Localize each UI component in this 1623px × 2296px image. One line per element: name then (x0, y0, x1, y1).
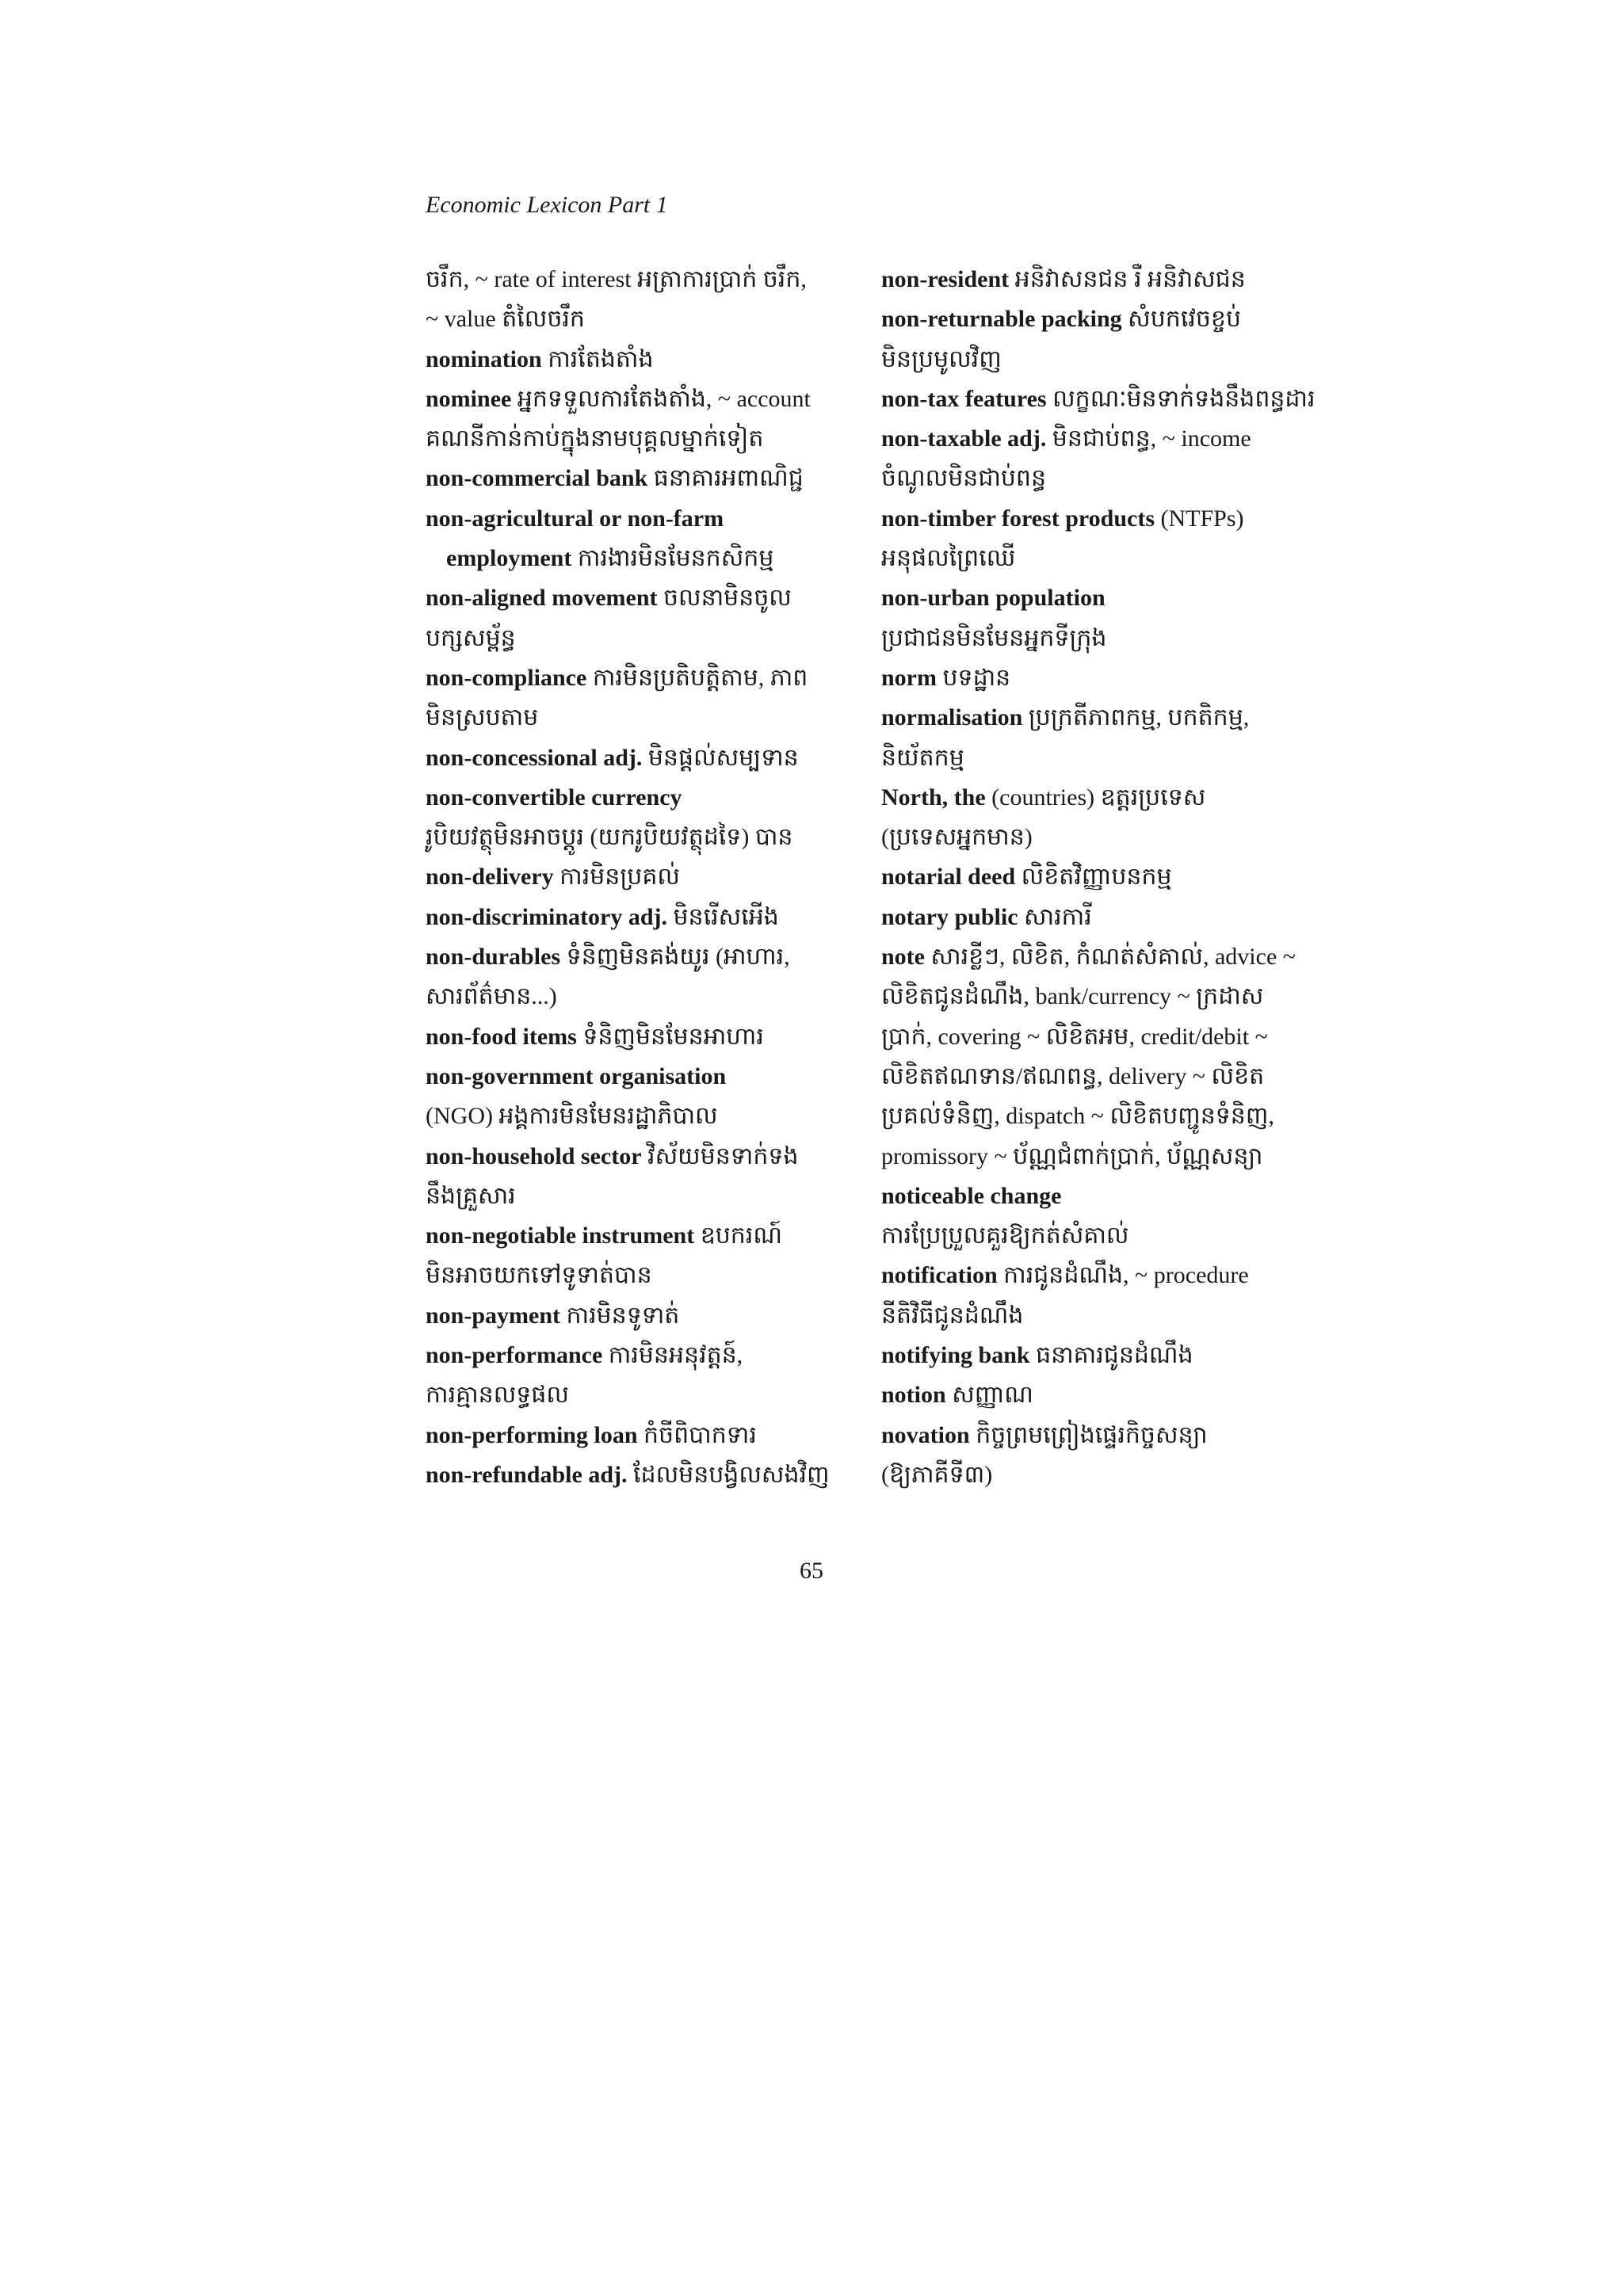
running-title: Economic Lexicon Part 1 (426, 192, 668, 218)
definition-text: (NGO) អង្គការមិនមែនរដ្ឋាភិបាល (426, 1103, 718, 1130)
headword: notary public (881, 903, 1018, 930)
dictionary-line (426, 937, 869, 977)
left-column (426, 260, 869, 1495)
definition-text: ប្រជាជនមិនមែនអ្នកទីក្រុង (881, 624, 1107, 651)
dictionary-line (881, 379, 1325, 419)
definition-text: កំចីពិបាកទារ (637, 1421, 757, 1448)
dictionary-line (426, 857, 869, 897)
dictionary-line (881, 1375, 1325, 1415)
dictionary-line (426, 379, 869, 419)
headword: non-performing loan (426, 1421, 638, 1448)
definition-text: មិនរើសអើង (667, 903, 779, 930)
dictionary-line (881, 1057, 1325, 1097)
dictionary-line (426, 1455, 869, 1495)
dictionary-line (881, 778, 1325, 818)
definition-text: គណនីកាន់កាប់ក្នុងនាមបុគ្គលម្នាក់ទៀត (426, 425, 764, 452)
headword: non-returnable packing (881, 306, 1122, 333)
dictionary-line (426, 499, 869, 539)
definition-text: ~ value តំលៃចរឹក (426, 306, 585, 333)
definition-text: ការមិនប្រតិបត្តិតាម, ភាព (586, 664, 808, 691)
dictionary-line (881, 459, 1325, 498)
dictionary-line (881, 1296, 1325, 1336)
dictionary-line (881, 698, 1325, 738)
definition-text: ការតែងតាំង (541, 345, 654, 372)
headword: nominee (426, 385, 512, 412)
definition-text: (ប្រទេសអ្នកមាន) (881, 824, 1033, 851)
definition-text: សារព័ត៌មាន...) (426, 983, 557, 1010)
headword: notarial deed (881, 864, 1016, 891)
definition-text: មិនស្របតាម (426, 704, 539, 731)
dictionary-line (881, 1416, 1325, 1455)
dictionary-line (881, 977, 1325, 1016)
definition-text: នីតិវិធីជូនដំណឹង (881, 1302, 1024, 1329)
definition-text: ទំនិញមិនមែនអាហារ (576, 1023, 764, 1050)
definition-text: ការងារមិនមែនកសិកម្ម (571, 545, 774, 572)
dictionary-line (881, 340, 1325, 379)
headword: non-payment (426, 1302, 561, 1329)
headword: non-durables (426, 944, 561, 971)
headword: non-household sector (426, 1142, 642, 1169)
definition-text: មិនប្រមូលវិញ (881, 345, 1002, 372)
headword: non-urban population (881, 585, 1106, 612)
dictionary-line (426, 1336, 869, 1375)
dictionary-line (881, 499, 1325, 539)
headword: non-food items (426, 1023, 577, 1050)
definition-text: រូបិយវត្ថុមិនអាចប្ដូរ (យករូបិយវត្ថុដទៃ) បាន (426, 824, 793, 851)
definition-text: ធនាគារជូនដំណឹង (1029, 1342, 1193, 1369)
definition-text: លក្ខណៈមិនទាក់ទងនឹងពន្ធដារ (1046, 385, 1316, 412)
definition-text: បក្សសម្ព័ន្ធ (426, 624, 516, 651)
definition-text: ចលនាមិនចូល (657, 585, 792, 612)
definition-text: ទំនិញមិនគង់យូរ (អាហារ, (560, 944, 790, 971)
headword: non-performance (426, 1342, 603, 1369)
dictionary-line (881, 619, 1325, 658)
dictionary-line (426, 340, 869, 379)
definition-text: លិខិតឥណទាន/ឥណពន្ធ, delivery ~ លិខិត (881, 1062, 1265, 1089)
definition-text: ដែលមិនបង្វិលសងវិញ (627, 1461, 830, 1488)
definition-text: អនិវាសនជន រឺ អនិវាសជន (1009, 266, 1246, 292)
headword: notification (881, 1262, 998, 1289)
dictionary-line (881, 1097, 1325, 1136)
definition-text: សញ្ញាណ (945, 1382, 1033, 1409)
headword: noticeable change (881, 1182, 1062, 1209)
headword: notion (881, 1382, 946, 1409)
headword: non-taxable adj. (881, 425, 1047, 452)
definition-text: ការជូនដំណឹង, ~ procedure (997, 1262, 1249, 1289)
dictionary-line (426, 778, 869, 818)
dictionary-line (881, 898, 1325, 937)
dictionary-line (426, 1296, 869, 1336)
definition-text: (countries) ឧត្តរប្រទេស (985, 784, 1206, 810)
headword: novation (881, 1421, 970, 1448)
dictionary-line (426, 1375, 869, 1415)
dictionary-line (426, 1416, 869, 1455)
headword: non-refundable adj. (426, 1461, 628, 1488)
dictionary-line (426, 658, 869, 698)
dictionary-line (881, 658, 1325, 698)
dictionary-line (881, 1256, 1325, 1295)
dictionary-line (426, 299, 869, 339)
dictionary-line (426, 977, 869, 1016)
definition-text: លិខិតវិញ្ញាបនកម្ម (1015, 864, 1172, 891)
dictionary-line (426, 1216, 869, 1256)
dictionary-line (881, 299, 1325, 339)
definition-text: ប្រាក់, covering ~ លិខិតអម, credit/debit ~ (881, 1023, 1268, 1050)
definition-text: មិនផ្ដល់សម្បទាន (642, 744, 799, 771)
definition-text: (ឱ្យភាគីទី៣) (881, 1461, 993, 1488)
dictionary-line (881, 1455, 1325, 1495)
headword: notifying bank (881, 1342, 1030, 1369)
dictionary-line (881, 578, 1325, 618)
definition-text: promissory ~ ប័ណ្ណជំពាក់ប្រាក់, ប័ណ្ណសន្យា (881, 1142, 1263, 1169)
dictionary-line (426, 1017, 869, 1057)
headword: employment (446, 545, 572, 572)
definition-text: ការមិនអនុវត្តន៍, (602, 1342, 743, 1369)
headword: North, the (881, 784, 986, 810)
definition-text: វិស័យមិនទាក់ទង (641, 1142, 799, 1169)
right-column (881, 260, 1325, 1495)
definition-text: ការមិនទូទាត់ (560, 1302, 680, 1329)
headword: non-tax features (881, 385, 1047, 412)
definition-text: មិនអាចយកទៅទូទាត់បាន (426, 1262, 652, 1289)
definition-text: ការប្រែប្រួលគួរឱ្យកត់សំគាល់ (881, 1222, 1129, 1249)
dictionary-line (881, 857, 1325, 897)
dictionary-line (426, 260, 869, 299)
definition-text: ការគ្មានលទ្ធផល (426, 1382, 569, 1409)
definition-text: អនុផលព្រៃឈើ (881, 545, 1016, 572)
dictionary-line (426, 1177, 869, 1216)
dictionary-line (426, 1137, 869, 1177)
dictionary-line (881, 1177, 1325, 1216)
definition-text: ចរឹក, ~ rate of interest អត្រាការប្រាក់ ចរឹក, (426, 266, 807, 292)
definition-text: ប្រគល់ទំនិញ, dispatch ~ លិខិតបញ្ជូនទំនិញ, (881, 1103, 1274, 1130)
headword: non-aligned movement (426, 585, 658, 612)
definition-text: មិនជាប់ពន្ធ, ~ income (1046, 425, 1251, 452)
definition-text: ប្រក្រតីភាពកម្ម, បកតិកម្ម, (1022, 704, 1250, 731)
dictionary-line (426, 419, 869, 459)
headword: non-negotiable instrument (426, 1222, 695, 1249)
definition-text: បទដ្ឋាន (937, 664, 1011, 691)
definition-text: សំបកវេចខ្ចប់ (1121, 306, 1241, 333)
dictionary-line (426, 578, 869, 618)
dictionary-line (881, 738, 1325, 778)
definition-text: លិខិតជូនដំណឹង, bank/currency ~ ក្រដាស (881, 983, 1264, 1010)
dictionary-line (426, 619, 869, 658)
dictionary-line (426, 1097, 869, 1136)
definition-text: (NTFPs) (1155, 505, 1244, 532)
dictionary-line (426, 818, 869, 857)
dictionary-line (881, 1216, 1325, 1256)
headword: non-convertible currency (426, 784, 682, 810)
page-number: 65 (800, 1558, 823, 1584)
dictionary-line (881, 1017, 1325, 1057)
dictionary-line (881, 260, 1325, 299)
headword: note (881, 944, 925, 971)
definition-text: សារខ្លីៗ, លិខិត, កំណត់សំគាល់, advice ~ (925, 944, 1296, 971)
dictionary-line (881, 818, 1325, 857)
definition-text: ឧបករណ៍ (694, 1222, 782, 1249)
headword: non-delivery (426, 864, 554, 891)
headword: nomination (426, 345, 542, 372)
dictionary-line (426, 539, 869, 578)
headword: norm (881, 664, 937, 691)
dictionary-line (426, 698, 869, 738)
dictionary-line (426, 1256, 869, 1295)
headword: non-discriminatory adj. (426, 903, 668, 930)
dictionary-line (881, 539, 1325, 578)
headword: non-government organisation (426, 1062, 727, 1089)
headword: non-agricultural or non-farm (426, 505, 724, 532)
definition-text: ធនាគារអពាណិជ្ជ (647, 465, 804, 492)
dictionary-line (426, 459, 869, 498)
definition-text: និយ័តកម្ម (881, 744, 964, 771)
headword: non-resident (881, 266, 1010, 292)
headword: non-commercial bank (426, 465, 648, 492)
headword: non-timber forest products (881, 505, 1155, 532)
definition-text: ចំណូលមិនជាប់ពន្ធ (881, 465, 1047, 492)
dictionary-line (426, 1057, 869, 1097)
dictionary-line (881, 937, 1325, 977)
definition-text: អ្នកទទួលការតែងតាំង, ~ account (511, 385, 811, 412)
definition-text: កិច្ចព្រមព្រៀងផ្ទេរកិច្ចសន្យា (969, 1421, 1208, 1448)
dictionary-line (426, 738, 869, 778)
dictionary-line (881, 1336, 1325, 1375)
definition-text: នឹងគ្រួសារ (426, 1182, 516, 1209)
dictionary-line (881, 1137, 1325, 1177)
headword: non-concessional adj. (426, 744, 643, 771)
definition-text: ការមិនប្រគល់ (553, 864, 680, 891)
definition-text: សារការី (1018, 903, 1092, 930)
dictionary-line (881, 419, 1325, 459)
headword: normalisation (881, 704, 1023, 731)
dictionary-line (426, 898, 869, 937)
headword: non-compliance (426, 664, 587, 691)
